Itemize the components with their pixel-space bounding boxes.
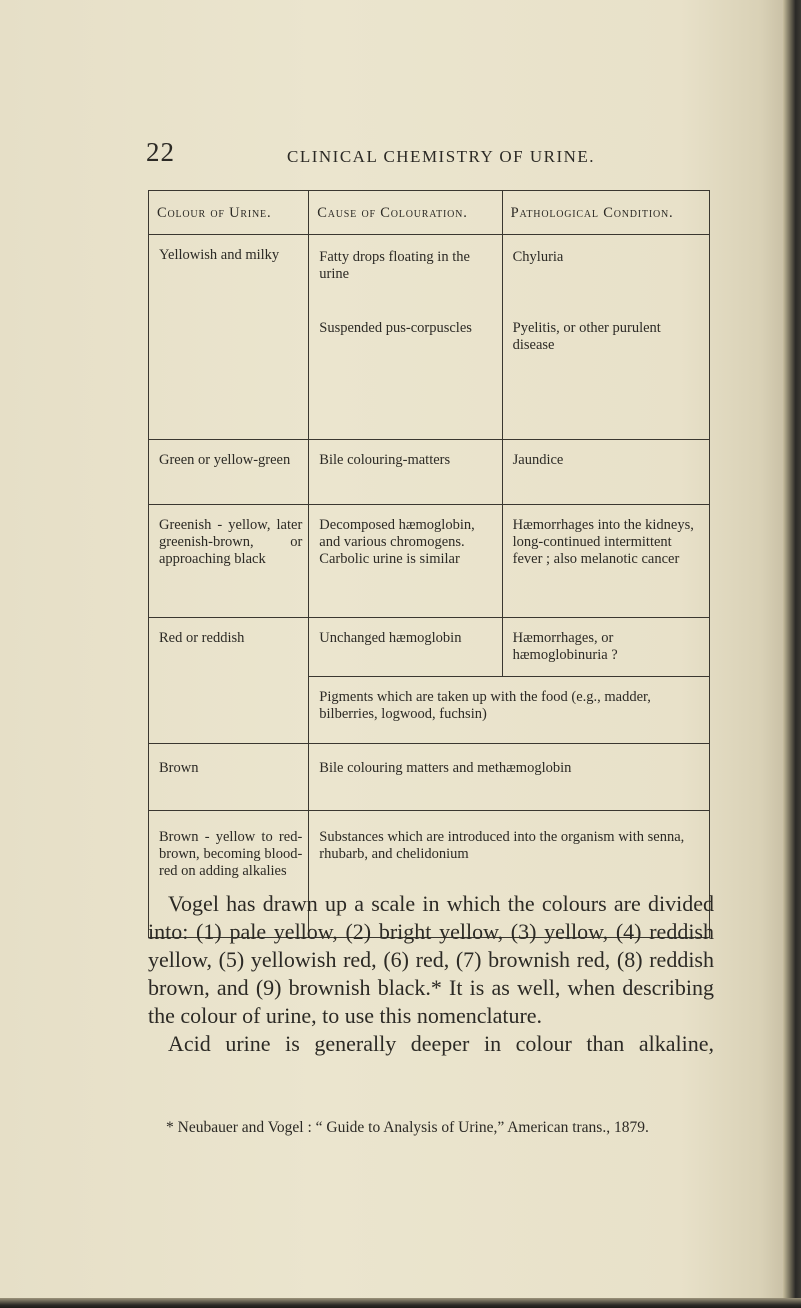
page-number: 22 xyxy=(146,137,175,167)
table-row xyxy=(149,235,710,309)
cell-condition: Jaundice xyxy=(502,440,709,505)
header-cause: Cause of Colouration. xyxy=(309,191,502,235)
cell-cause-span: Substances which are introduced into the organism with senna, rhubarb, and chelidonium xyxy=(309,811,710,938)
paragraph-acid-urine: Acid urine is generally deeper in colour than alkaline, xyxy=(168,1031,714,1056)
cell-cause-span: Pigments which are taken up with the food (e.g., madder, bilberries, logwood, fuchsin) xyxy=(309,677,710,744)
cell-colour: Green or yellow-green xyxy=(149,440,309,505)
table-row xyxy=(149,440,710,505)
cell-condition: Chyluria xyxy=(502,235,709,309)
cell-cause: Suspended pus-corpuscles xyxy=(309,308,502,439)
cell-cause: Fatty drops floating in the urine xyxy=(309,235,502,309)
urine-colour-table xyxy=(148,190,710,938)
paragraph-vogel-scale: Vogel has drawn up a scale in which the colours are divided into: (1) pale yellow, (2) bright yellow, (3) yellow, (4) reddish yellow, (5) yellowish red, (6) red, (7) brownish red, (8) reddish brown, and (9) brownish black.* It is as well, when describing the colour of urine, to use this nomenclature. xyxy=(148,891,714,1028)
running-head: CLINICAL CHEMISTRY OF URINE. xyxy=(287,147,596,166)
table-row xyxy=(149,744,710,811)
cell-cause-span: Bile colouring matters and methæmoglobin xyxy=(309,744,710,811)
cell-colour: Red or reddish xyxy=(149,618,309,744)
table-header-row xyxy=(149,191,710,235)
table-row xyxy=(149,618,710,677)
body-text xyxy=(148,890,714,1058)
cell-condition: Hæmorrhages into the kidneys, long-continued intermittent fever ; also melanotic cancer xyxy=(502,505,709,618)
footnote-text: * Neubauer and Vogel : “ Guide to Analysis of Urine,” American trans., 1879. xyxy=(166,1119,649,1136)
cell-colour: Brown xyxy=(149,744,309,811)
cell-cause: Bile colouring-matters xyxy=(309,440,502,505)
header-colour: Colour of Urine. xyxy=(149,191,309,235)
header-condition: Pathological Condition. xyxy=(502,191,709,235)
cell-cause: Decomposed hæmoglobin, and various chromogens. Carbolic urine is similar xyxy=(309,505,502,618)
table-row xyxy=(149,505,710,618)
footnote xyxy=(148,1118,714,1138)
cell-condition: Pyelitis, or other purulent disease xyxy=(502,308,709,439)
cell-condition: Hæmorrhages, or hæmoglobinuria ? xyxy=(502,618,709,677)
cell-colour: Greenish - yellow, later greenish-brown, or approaching black xyxy=(149,505,309,618)
cell-colour: Brown - yellow to red-brown, becoming blood-red on adding alkalies xyxy=(149,811,309,938)
cell-colour: Yellowish and milky xyxy=(149,235,309,440)
book-spine-edge xyxy=(783,0,801,1308)
page-bottom-edge xyxy=(0,1298,801,1308)
cell-cause: Unchanged hæmoglobin xyxy=(309,618,502,677)
